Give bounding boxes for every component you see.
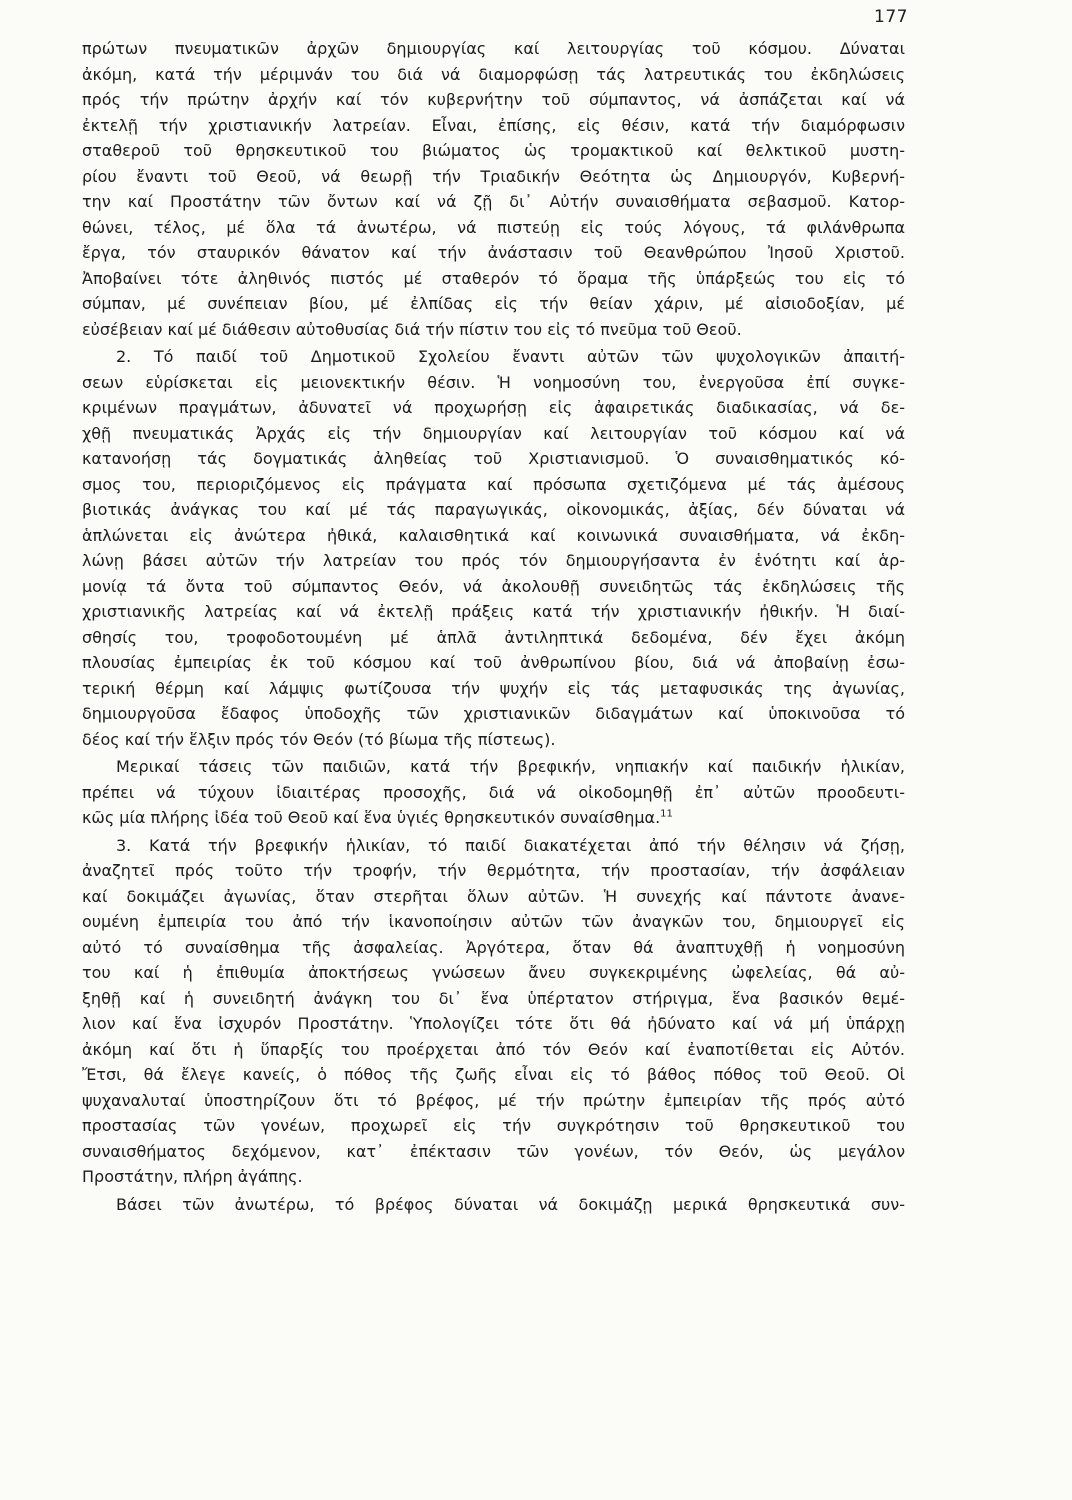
text-line: δημιουργοῦσα ἔδαφος ὑποδοχῆς τῶν χριστιανικῶν διδαγμάτων καί ὑποκινοῦσα τό xyxy=(82,704,905,723)
text-line: ἀκόμη, κατά τήν μέριμνάν του διά νά διαμορφώσῃ τάς λατρευτικάς του ἐκδηλώσεις xyxy=(82,64,905,84)
text-line: πρός τήν πρώτην ἀρχήν καί τόν κυβερνήτην τοῦ σύμπαντος, νά ἀσπάζεται καί νά xyxy=(82,90,905,109)
text-line: αὐτό τό συναίσθημα τῆς ἀσφαλείας. Ἀργότερα, ὅταν θά ἀναπτυχθῇ ἡ νοημοσύνη xyxy=(82,937,905,957)
text-line: την καί Προστάτην τῶν ὄντων καί νά ζῇ δι᾿ Αὐτήν συναισθήματα σεβασμοῦ. Κατορ- xyxy=(82,192,905,211)
text-line: σεων εὑρίσκεται εἰς μειονεκτικήν θέσιν. Ἡ νοημοσύνη του, ἐνεργοῦσα ἐπί συγκε- xyxy=(82,372,905,392)
text-line: Ἀποβαίνει τότε ἀληθινός πιστός μέ σταθερόν τό ὅραμα τῆς ὑπάρξεώς του εἰς τό xyxy=(82,268,905,288)
paragraph-2 xyxy=(82,344,905,752)
text-line: τερική θέρμη καί λάμψις φωτίζουσα τήν ψυχήν εἰς τάς μεταφυσικάς της ἀγωνίας, xyxy=(82,678,905,698)
text-line: χθῇ πνευματικάς Ἀρχάς εἰς τήν δημιουργίαν καί λειτουργίαν τοῦ κόσμου καί νά xyxy=(82,423,905,443)
text-line: σύμπαν, μέ συνέπειαν βίου, μέ ἐλπίδας εἰς τήν θείαν χάριν, μέ αἰσιοδοξίαν, μέ xyxy=(82,294,905,313)
text-line: πλουσίας ἐμπειρίας ἐκ τοῦ κόσμου καί τοῦ ἀνθρωπίνου βίου, διά νά ἀποβαίνῃ ἐσω- xyxy=(82,653,905,672)
text-line: του καί ἡ ἐπιθυμία ἀποκτήσεως γνώσεων ἄνευ συγκεκριμένης ὠφελείας, θά αὐ- xyxy=(82,963,905,982)
body-text xyxy=(82,36,905,1217)
text-line: χριστιανικῆς λατρείας καί νά ἐκτελῇ πράξεις κατά τήν χριστιανικήν ἠθικήν. Ἡ διαί- xyxy=(82,602,905,621)
text-line: μονίᾳ τά ὄντα τοῦ σύμπαντος Θεόν, νά ἀκολουθῇ συνειδητῶς τάς ἐκδηλώσεις τῆς xyxy=(82,576,905,596)
text-line: θώνει, τέλος, μέ ὅλα τά ἀνωτέρω, νά πιστεύῃ εἰς τούς λόγους, τά φιλάνθρωπα xyxy=(82,217,905,237)
text-line: κριμένων πραγμάτων, ἀδυνατεῖ νά προχωρήσῃ εἰς ἀφαιρετικάς διαδικασίας, νά δε- xyxy=(82,398,905,417)
text-line: πρώτων πνευματικῶν ἀρχῶν δημιουργίας καί λειτουργίας τοῦ κόσμου. Δύναται xyxy=(82,39,905,58)
text-line: σμος του, περιοριζόμενος εἰς πράγματα καί πρόσωπα σχετιζόμενα μέ τάς ἀμέσους xyxy=(82,474,905,494)
text-line: ἁπλώνεται εἰς ἀνώτερα ἠθικά, καλαισθητικά καί κοινωνικά συναισθήματα, νά ἐκδη- xyxy=(82,525,905,545)
text-line: εὐσέβειαν καί μέ διάθεσιν αὐτοθυσίας διά τήν πίστιν του εἰς τό πνεῦμα τοῦ Θεοῦ. xyxy=(82,319,742,339)
text-line: 3. Κατά τήν βρεφικήν ἡλικίαν, τό παιδί διακατέχεται ἀπό τήν θέλησιν νά ζήσῃ, xyxy=(116,835,905,855)
text-line xyxy=(82,805,905,831)
text-line: λώνῃ βάσει αὐτῶν τήν λατρείαν του πρός τόν δημιουργήσαντα ἐν ἑνότητι καί ἁρ- xyxy=(82,551,905,570)
paragraph-1 xyxy=(82,36,905,342)
text-line-content: κῶς μία πλήρης ἰδέα τοῦ Θεοῦ καί ἕνα ὑγιές θρησκευτικόν συναίσθημα. xyxy=(82,808,661,827)
text-line: ἔργα, τόν σταυρικόν θάνατον καί τήν ἀνάστασιν τοῦ Θεανθρώπου Ἰησοῦ Χριστοῦ. xyxy=(82,243,905,262)
text-line: προστασίας τῶν γονέων, προχωρεῖ εἰς τήν συγκρότησιν τοῦ θρησκευτικοῦ του xyxy=(82,1116,905,1135)
text-line: ξηθῇ καί ἡ συνειδητή ἀνάγκη του δι᾿ ἕνα ὑπέρτατον στήριγμα, ἕνα βασικόν θεμέ- xyxy=(82,988,905,1008)
text-line: Προστάτην, πλήρη ἀγάπης. xyxy=(82,1167,303,1186)
paragraph-3 xyxy=(82,754,905,831)
text-line: πρέπει νά τύχουν ἰδιαιτέρας προσοχῆς, διά νά οἰκοδομηθῇ ἐπ᾿ αὐτῶν προοδευτι- xyxy=(82,782,905,802)
text-line: σθησίς του, τροφοδοτουμένη μέ ἁπλᾶ ἀντιληπτικά δεδομένα, δέν ἔχει ἀκόμη xyxy=(82,627,905,647)
text-line: συναισθήματος δεχόμενον, κατ᾿ ἐπέκτασιν τῶν γονέων, τόν Θεόν, ὡς μεγάλον xyxy=(82,1141,905,1161)
text-line: ἀκόμη καί ὅτι ἡ ὕπαρξίς του προέρχεται ἀπό τόν Θεόν καί ἐναποτίθεται εἰς Αὐτόν. xyxy=(82,1039,905,1059)
text-line: βιοτικάς ἀνάγκας του καί μέ τάς παραγωγικάς, οἰκονομικάς, ἀξίας, δέν δύναται νά xyxy=(82,500,905,519)
text-line: σταθεροῦ τοῦ θρησκευτικοῦ του βιώματος ὡς τρομακτικοῦ καί θελκτικοῦ μυστη- xyxy=(82,141,905,160)
text-line: κατανοήσῃ τάς δογματικάς ἀληθείας τοῦ Χριστιανισμοῦ. Ὁ συναισθηματικός κό- xyxy=(82,449,905,468)
text-line: ἐκτελῇ τήν χριστιανικήν λατρείαν. Εἶναι, ἐπίσης, εἰς θέσιν, κατά τήν διαμόρφωσιν xyxy=(82,115,905,135)
text-line: ἀναζητεῖ πρός τοῦτο τήν τροφήν, τήν θερμότητα, τήν προστασίαν, τήν ἀσφάλειαν xyxy=(82,861,905,880)
footnote-reference: 11 xyxy=(660,808,673,820)
page-number: 177 xyxy=(874,7,908,27)
text-line: δέος καί τήν ἕλξιν πρός τόν Θεόν (τό βίωμα τῆς πίστεως). xyxy=(82,729,556,749)
text-line: ψυχαναλυταί ὑποστηρίζουν ὅτι τό βρέφος, μέ τήν πρώτην ἐμπειρίαν τῆς πρός αὐτό xyxy=(82,1090,905,1110)
text-line: καί δοκιμάζει ἀγωνίας, ὅταν στερῆται ὅλων αὐτῶν. Ἡ συνεχής καί πάντοτε ἀνανε- xyxy=(82,886,905,906)
paragraph-4 xyxy=(82,833,905,1190)
text-line: 2. Τό παιδί τοῦ Δημοτικοῦ Σχολείου ἔναντι αὐτῶν τῶν ψυχολογικῶν ἀπαιτή- xyxy=(116,347,905,366)
paragraph-5 xyxy=(82,1192,905,1218)
text-line: Βάσει τῶν ἀνωτέρω, τό βρέφος δύναται νά δοκιμάζῃ μερικά θρησκευτικά συν- xyxy=(116,1194,905,1214)
text-line: Ἔτσι, θά ἔλεγε κανείς, ὁ πόθος τῆς ζωῆς εἶναι εἰς τό βάθος πόθος τοῦ Θεοῦ. Οἱ xyxy=(82,1065,905,1084)
text-line: λιον καί ἕνα ἰσχυρόν Προστάτην. Ὑπολογίζει τότε ὅτι θά ἠδύνατο καί νά μή ὑπάρχῃ xyxy=(82,1014,905,1033)
text-line: Μερικαί τάσεις τῶν παιδιῶν, κατά τήν βρεφικήν, νηπιακήν καί παιδικήν ἡλικίαν, xyxy=(116,757,905,776)
text-line: ρίου ἔναντι τοῦ Θεοῦ, νά θεωρῇ τήν Τριαδικήν Θεότητα ὡς Δημιουργόν, Κυβερνή- xyxy=(82,166,905,186)
text-line: ουμένη ἐμπειρία του ἀπό τήν ἱκανοποίησιν αὐτῶν τῶν ἀναγκῶν του, δημιουργεῖ εἰς xyxy=(82,912,905,931)
